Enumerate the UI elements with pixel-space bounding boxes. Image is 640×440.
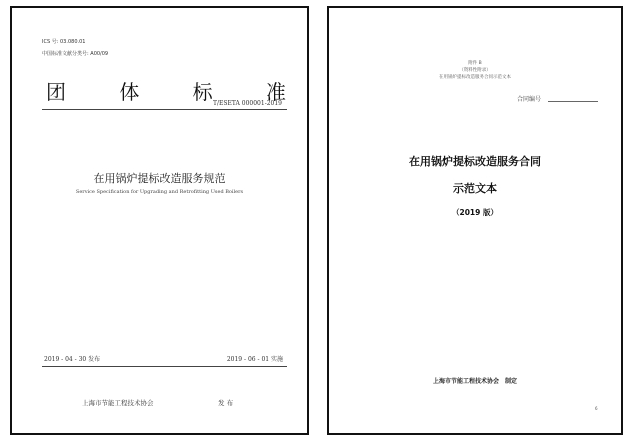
contract-title: 在用锅炉提标改造服务合同 <box>409 155 541 168</box>
heading-char: 准 <box>265 80 286 104</box>
appendix-type: （资料性附录） <box>459 68 491 73</box>
standard-english-title: Service Specification for Upgrading and Retrofitting Used Boilers <box>75 189 244 195</box>
heading-char: 标 <box>192 80 213 104</box>
standard-title: 在用锅炉提标改造服务规范 <box>93 172 226 185</box>
appendix-title: 在用锅炉提标改造服务合同示范文本 <box>439 75 511 80</box>
contract-edition: （2019 版） <box>452 208 498 217</box>
contract-number-blank <box>548 101 598 102</box>
heading-char: 团 <box>46 80 66 104</box>
release-date: 2019 - 04 - 30 发布 <box>44 356 101 363</box>
appendix-label: 附件 B <box>468 61 482 66</box>
ccs-code: 中国标准文献分类号: A00/09 <box>42 51 109 57</box>
standard-code: T/ESETA 000001-2019 <box>212 100 282 107</box>
contract-number-label: 合同编号 <box>517 96 542 103</box>
page-number: 6 <box>595 406 598 411</box>
header-divider <box>42 109 287 110</box>
publisher-name: 上海市节能工程技术协会 <box>82 399 154 407</box>
contract-maker: 上海市节能工程技术协会 制定 <box>432 378 517 385</box>
heading-char: 体 <box>119 80 140 104</box>
publish-label: 发 布 <box>218 399 234 407</box>
standard-cover-page <box>10 6 309 435</box>
effective-date: 2019 - 06 - 01 实施 <box>226 356 283 363</box>
footer-divider <box>42 366 287 367</box>
ics-code: ICS 号: 03.080.01 <box>42 39 86 45</box>
contract-subtitle: 示范文本 <box>453 182 497 195</box>
contract-cover-page <box>327 6 623 435</box>
